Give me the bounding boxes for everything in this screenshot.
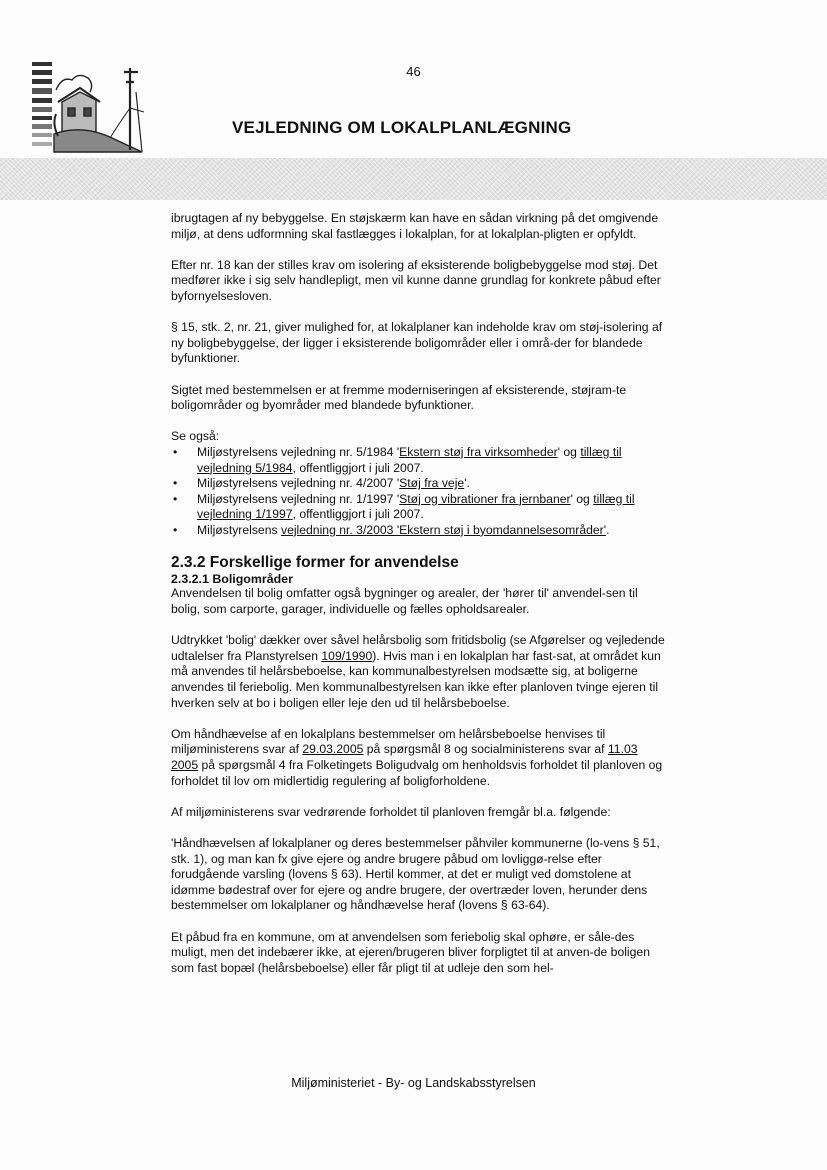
reference-link[interactable]: tillæg til vejledning 5/1984	[197, 444, 622, 475]
reference-item: • Miljøstyrelsens vejledning nr. 4/2007 'Støj fra veje'.	[171, 476, 667, 492]
reference-list	[171, 445, 667, 539]
reference-link[interactable]: Ekstern støj fra virksomheder	[399, 444, 558, 459]
reference-link[interactable]: 109/1990	[321, 648, 373, 663]
document-title: VEJLEDNING OM LOKALPLANLÆGNING	[232, 118, 572, 137]
reference-item: • Miljøstyrelsens vejledning nr. 3/2003 'Ekstern støj i byomdannelsesområder'.	[171, 523, 667, 539]
paragraph: ibrugtagen af ny bebyggelse. En støjskærm kan have en sådan virkning på det omgivende miljø, at dens udformning skal fastlægges i lokalplan, for at lokalplan-pligten er opfyldt.	[171, 211, 659, 241]
paragraph: Et påbud fra en kommune, om at anvendelsen som feriebolig skal ophøre, er såle-des muligt, men det indebærer ikke, at ejeren/brugeren bliver forpligtet til at anven-de boligen som fast bopæl (helårsbeboelse) eller får pligt til at udleje den som hel-	[171, 929, 650, 975]
paragraph: Sigtet med bestemmelsen er at fremme moderniseringen af eksisterende, støjram-te boligområder og byområder med blandede byfunktioner.	[171, 382, 627, 413]
reference-item: • Miljøstyrelsens vejledning nr. 5/1984 'Ekstern støj fra virksomheder' og tillæg til vejledning 5/1984, offentliggjort i juli 2007.	[171, 445, 667, 476]
reference-link[interactable]: 11.03 2005	[171, 742, 638, 772]
reference-item: • Miljøstyrelsens vejledning nr. 1/1997 'Støj og vibrationer fra jernbaner' og tillæg til vejledning 1/1997, offentliggjort i juli 2007.	[171, 492, 667, 523]
paragraph: Udtrykket 'bolig' dækker over såvel helårsbolig som fritidsbolig (se Afgørelser og vejledende udtalelser fra Planstyrelsen 109/1990). Hvis man i en lokalplan har fast-sat, at området kun må anvendes til helårsbeboelse, kan kommunalbestyrelsen modsætte sig, at boligerne anvendes til feriebolig. Men kommunalbestyrelsen kan ikke efter planloven tvinge ejeren til hverken selv at bo i boligen eller leje den ud til helårsbeboelse.	[171, 633, 665, 710]
paragraph: Efter nr. 18 kan der stilles krav om isolering af eksisterende boligbebyggelse mod støj. Det medfører ikke i sig selv handlepligt, men vil kunne danne grundlag for konkrete påbud efter byfornyelsesloven.	[171, 257, 661, 303]
paragraph: Om håndhævelse af en lokalplans bestemmelser om helårsbeboelse henvises til miljøministerens svar af 29.03.2005 på spørgsmål 8 og socialministerens svar af 11.03 2005 på spørgsmål 4 fra Folketingets Boligudvalg om henholdsvis forholdet til planloven og forholdet til lov om midlertidig regulering af boligforholdene.	[171, 726, 663, 788]
section-heading: 2.3.2 Forskellige former for anvendelse	[171, 554, 459, 572]
reference-link[interactable]: 29.03.2005	[302, 742, 364, 757]
page-number: 46	[406, 64, 421, 79]
reference-link[interactable]: vejledning nr. 3/2003 'Ekstern støj i byomdannelsesområder'	[280, 522, 607, 537]
paragraph: § 15, stk. 2, nr. 21, giver mulighed for, at lokalplaner kan indeholde krav om støj-isolering af ny boligbebyggelse, der ligger i eksisterende boligområder eller i områ-der for blandede byfunktioner.	[171, 320, 663, 366]
reference-link[interactable]: Støj fra veje	[399, 476, 465, 491]
logo-house-landscape	[54, 68, 144, 152]
see-also-label: Se også:	[171, 429, 220, 444]
header-decorative-band	[0, 158, 827, 200]
footer-text: Miljøministeriet - By- og Landskabsstyrelsen	[291, 1076, 536, 1090]
paragraph: Af miljøministerens svar vedrørende forholdet til planloven fremgår bl.a. følgende:	[171, 804, 611, 819]
subsection-heading: 2.3.2.1 Boligområder	[171, 572, 293, 587]
reference-link[interactable]: Støj og vibrationer fra jernbaner	[399, 491, 571, 506]
paragraph: 'Håndhævelsen af lokalplaner og deres bestemmelser påhviler kommunerne (lo-vens § 51, stk. 1), og man kan fx give ejere og andre brugere påbud om lovliggø-relse efter forudgående varsling (lovens § 63). Hertil kommer, at det er muligt ved domstolene at idømme bødestraf over for ejere og andre brugere, der overtræder loven, herunder dens bestemmelser om lokalplaner og håndhævelse heraf (lovens § 63-64).	[171, 835, 660, 913]
paragraph: Anvendelsen til bolig omfatter også bygninger og arealer, der 'hører til' anvendel-sen til bolig, som carporte, garager, individuelle og fælles opholdsarealer.	[171, 586, 638, 617]
reference-link[interactable]: tillæg til vejledning 1/1997	[197, 491, 635, 522]
main-content	[171, 211, 667, 992]
